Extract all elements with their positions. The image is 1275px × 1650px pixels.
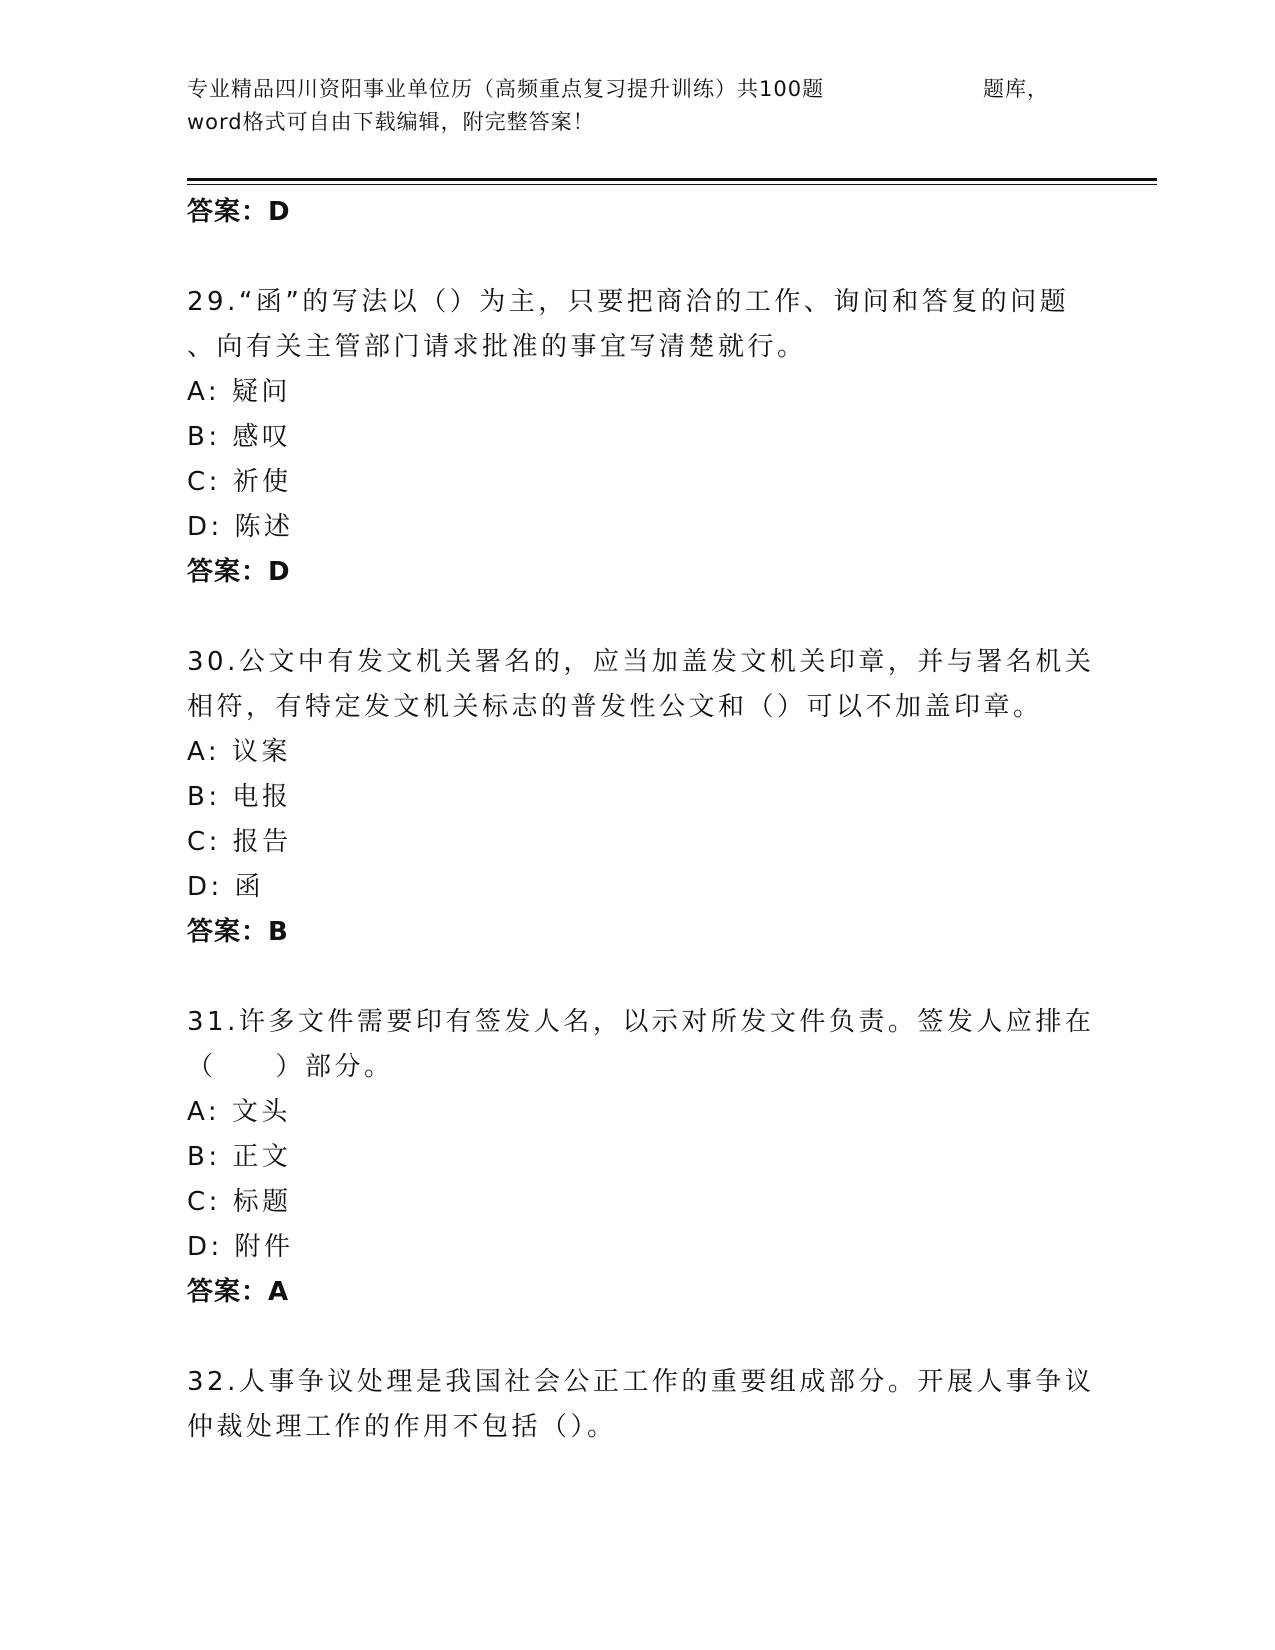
header-line-1 [187, 73, 1049, 106]
option-a: A: 疑问 [187, 377, 291, 407]
spacer [187, 595, 1087, 640]
question-text: 、向有关主管部门请求批准的事宜写清楚就行。 [187, 332, 807, 362]
option-b: B: 感叹 [187, 422, 292, 452]
question-text: 仲裁处理工作的作用不包括（）。 [187, 1412, 617, 1442]
question-text: 29.“函”的写法以（）为主，只要把商洽的工作、询问和答复的问题 [187, 287, 1070, 317]
spacer [187, 235, 1087, 280]
question-text: （ ）部分。 [187, 1052, 394, 1082]
question-block [187, 640, 1095, 955]
question-text: 相符，有特定发文机关标志的普发性公文和（）可以不加盖印章。 [187, 692, 1043, 722]
option-c: C: 报告 [187, 827, 292, 857]
answer: 答案：B [187, 917, 289, 947]
answer: 答案：D [187, 557, 291, 587]
question-text: 31.许多文件需要印有签发人名，以示对所发文件负责。签发人应排在 [187, 1007, 1095, 1037]
option-a: A: 议案 [187, 737, 291, 767]
question-block [187, 1360, 1095, 1450]
question-block [187, 280, 1087, 595]
previous-answer: 答案：D [187, 197, 291, 227]
answer: 答案：A [187, 1277, 290, 1307]
header-title: 专业精品四川资阳事业单位历（高频重点复习提升训练）共100题 [187, 77, 825, 101]
spacer [187, 1315, 1087, 1360]
option-c: C: 标题 [187, 1187, 292, 1217]
option-d: D: 附件 [187, 1232, 294, 1262]
option-d: D: 陈述 [187, 512, 294, 542]
header-title-suffix: 题库， [983, 77, 1049, 101]
header-rule-thick [187, 178, 1157, 181]
option-a: A: 文头 [187, 1097, 291, 1127]
header-line-2: word格式可自由下载编辑，附完整答案！ [187, 110, 595, 134]
page-header [187, 73, 1087, 139]
option-c: C: 祈使 [187, 467, 292, 497]
question-text: 30.公文中有发文机关署名的，应当加盖发文机关印章，并与署名机关 [187, 647, 1095, 677]
option-d: D: 函 [187, 872, 265, 902]
spacer [187, 955, 1087, 1000]
header-rule-thin [187, 184, 1157, 185]
option-b: B: 电报 [187, 782, 292, 812]
question-text: 32.人事争议处理是我国社会公正工作的重要组成部分。开展人事争议 [187, 1367, 1095, 1397]
question-list [187, 190, 1095, 1450]
question-block [187, 1000, 1095, 1315]
option-b: B: 正文 [187, 1142, 292, 1172]
